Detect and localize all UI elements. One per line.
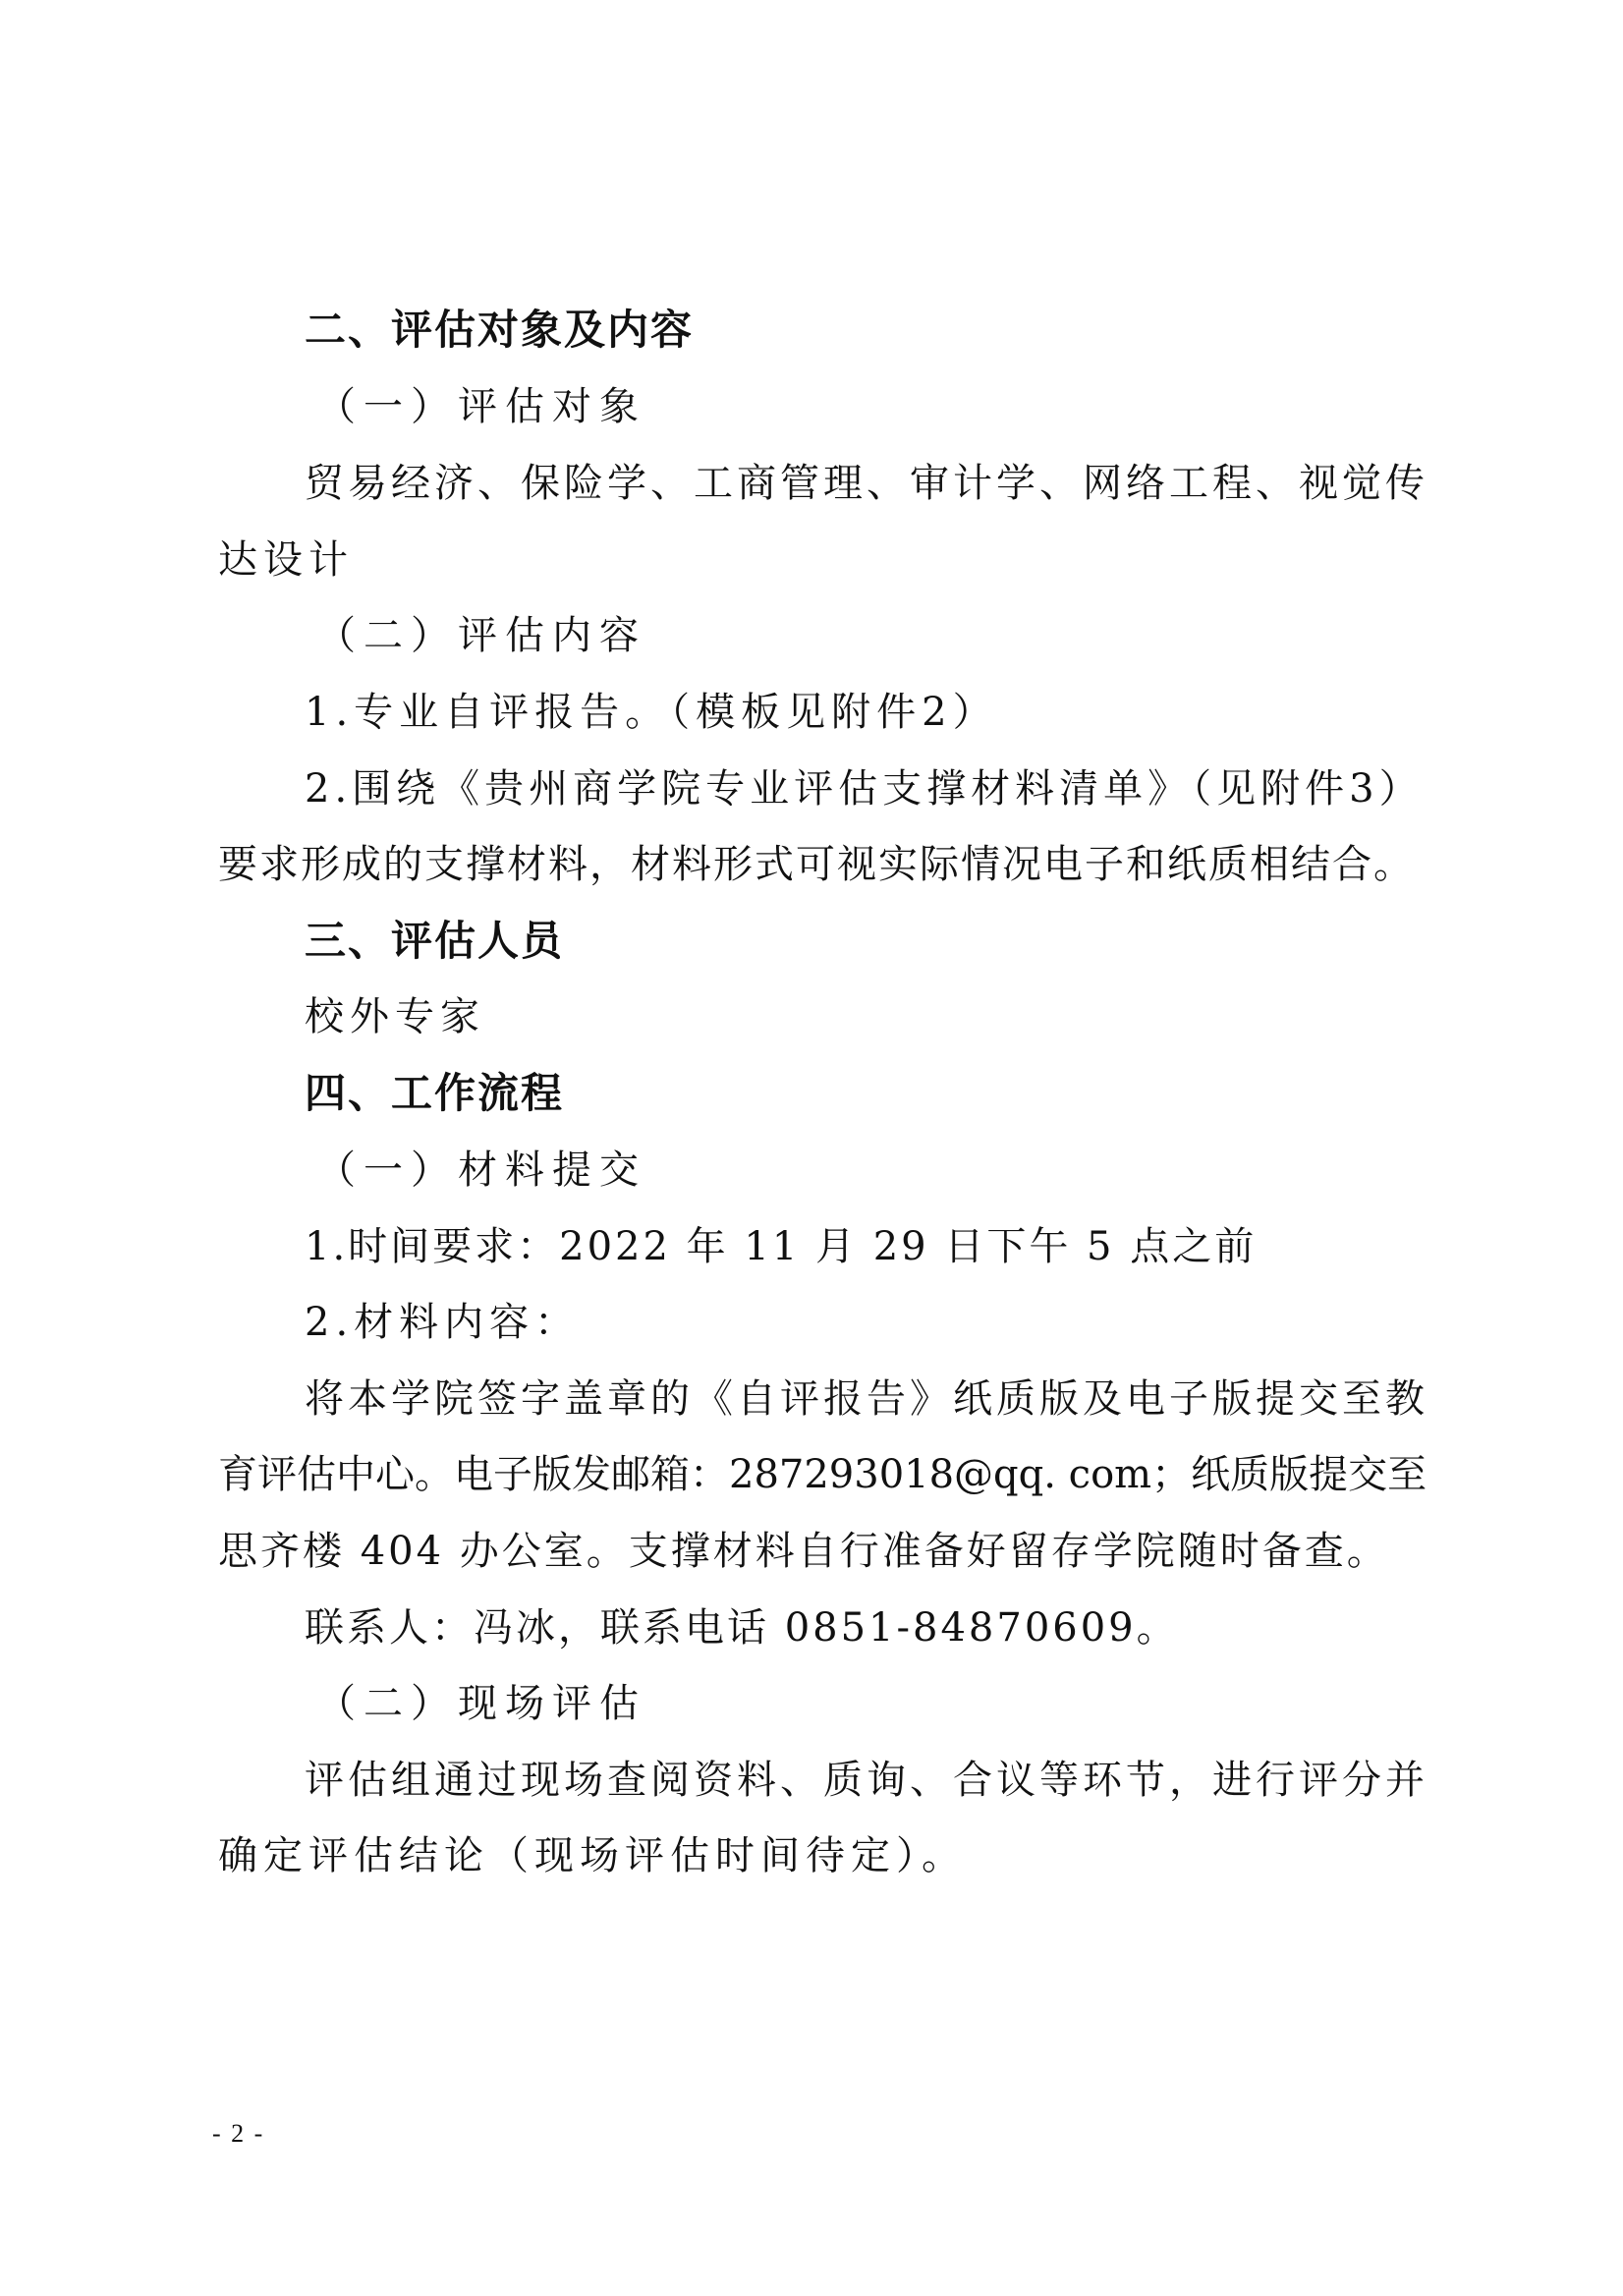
subsection-heading-submission: （一）材料提交 <box>316 1148 646 1193</box>
paragraph-line: 育评估中心。电子版发邮箱：287293018@qq. com；纸质版提交至 <box>218 1452 1427 1497</box>
paragraph-line: 1.时间要求：2022 年 11 月 29 日下午 5 点之前 <box>305 1224 1258 1269</box>
paragraph-line-contact: 联系人：冯冰，联系电话 0851-84870609。 <box>305 1605 1179 1651</box>
paragraph-line: 达设计 <box>218 537 354 583</box>
paragraph-line: 2.围绕《贵州商学院专业评估支撑材料清单》（见附件3） <box>305 766 1424 812</box>
paragraph-line: 校外专家 <box>305 994 485 1039</box>
subsection-heading-targets: （一）评估对象 <box>316 384 646 429</box>
paragraph-line: 1.专业自评报告。（模板见附件2） <box>305 690 998 735</box>
subsection-heading-onsite: （二）现场评估 <box>316 1681 646 1726</box>
paragraph-line: 思齐楼 404 办公室。支撑材料自行准备好留存学院随时备查。 <box>218 1529 1389 1574</box>
section-heading-3: 三、评估人员 <box>305 917 565 965</box>
paragraph-line: 要求形成的支撑材料，材料形式可视实际情况电子和纸质相结合。 <box>218 842 1415 887</box>
paragraph-line: 评估组通过现场查阅资料、质询、合议等环节，进行评分并 <box>305 1758 1428 1803</box>
paragraph-line: 将本学院签字盖章的《自评报告》纸质版及电子版提交至教 <box>305 1376 1428 1422</box>
section-heading-4: 四、工作流程 <box>305 1069 565 1117</box>
paragraph-line: 2.材料内容： <box>305 1300 581 1345</box>
paragraph-line: 确定评估结论（现场评估时间待定）。 <box>218 1833 967 1878</box>
paragraph-line: 贸易经济、保险学、工商管理、审计学、网络工程、视觉传 <box>305 461 1428 506</box>
page-number: - 2 - <box>212 2119 265 2148</box>
section-heading-2: 二、评估对象及内容 <box>305 306 695 354</box>
subsection-heading-content: （二）评估内容 <box>316 613 646 658</box>
